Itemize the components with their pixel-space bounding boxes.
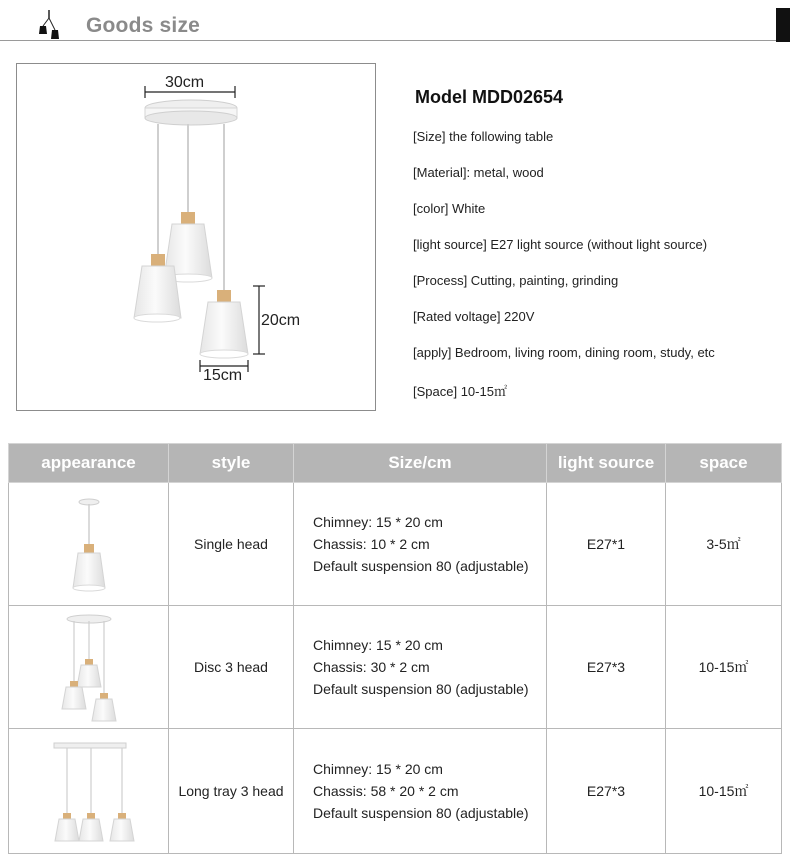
- header-style: style: [169, 444, 294, 483]
- size-suspension: Default suspension 80 (adjustable): [313, 805, 529, 821]
- header-space: space: [666, 444, 782, 483]
- width-dimension-label: 30cm: [165, 74, 205, 91]
- spec-process: [Process] Cutting, painting, grinding: [413, 273, 619, 288]
- single-head-lamp-image: [59, 494, 119, 594]
- style-cell: Long tray 3 head: [169, 729, 294, 854]
- pendant-lamp-icon: [36, 10, 62, 42]
- model-number: Model MDD02654: [415, 87, 564, 107]
- appearance-cell: [9, 729, 169, 854]
- light-source-cell: E27*1: [547, 483, 666, 606]
- size-cell: [294, 606, 547, 729]
- light-source-cell: E27*3: [547, 606, 666, 729]
- section-header: [0, 0, 790, 44]
- product-dimension-image: [16, 63, 376, 411]
- size-chimney: Chimney: 15 * 20 cm: [313, 761, 443, 777]
- size-cell: [294, 483, 547, 606]
- style-cell: Single head: [169, 483, 294, 606]
- shade-width-dimension-label: 15cm: [203, 367, 243, 384]
- table-row: [9, 729, 782, 854]
- space-cell: 3-5㎡: [666, 483, 782, 606]
- space-cell: 10-15㎡: [666, 606, 782, 729]
- style-cell: Disc 3 head: [169, 606, 294, 729]
- spec-color: [color] White: [413, 201, 486, 216]
- lamp-illustration: [17, 64, 375, 410]
- header-light-source: light source: [547, 444, 666, 483]
- table-header-row: [9, 444, 782, 483]
- table-row: [9, 606, 782, 729]
- spec-space: [Space] 10-15㎡: [413, 384, 507, 399]
- size-chassis: Chassis: 10 * 2 cm: [313, 536, 430, 552]
- header-size: Size/cm: [294, 444, 547, 483]
- size-chassis: Chassis: 58 * 20 * 2 cm: [313, 783, 459, 799]
- header-appearance: appearance: [9, 444, 169, 483]
- size-cell: [294, 729, 547, 854]
- appearance-cell: [9, 606, 169, 729]
- appearance-cell: [9, 483, 169, 606]
- disc-3-head-lamp-image: [49, 611, 129, 723]
- header-end-block: [776, 8, 790, 42]
- height-dimension-label: 20cm: [261, 312, 301, 329]
- spec-material: [Material]: metal, wood: [413, 165, 544, 180]
- size-suspension: Default suspension 80 (adjustable): [313, 681, 529, 697]
- size-table: [8, 443, 782, 854]
- size-suspension: Default suspension 80 (adjustable): [313, 558, 529, 574]
- size-chassis: Chassis: 30 * 2 cm: [313, 659, 430, 675]
- spec-light-source: [light source] E27 light source (without light source): [413, 237, 708, 252]
- spec-rated-voltage: [Rated voltage] 220V: [413, 309, 535, 324]
- size-chimney: Chimney: 15 * 20 cm: [313, 514, 443, 530]
- long-tray-3-head-lamp-image: [34, 737, 144, 845]
- header-divider: [0, 40, 778, 41]
- spec-apply: [apply] Bedroom, living room, dining room, study, etc: [413, 345, 715, 360]
- section-title: Goods size: [86, 14, 201, 37]
- size-chimney: Chimney: 15 * 20 cm: [313, 637, 443, 653]
- space-cell: 10-15㎡: [666, 729, 782, 854]
- table-row: [9, 483, 782, 606]
- light-source-cell: E27*3: [547, 729, 666, 854]
- spec-size: [Size] the following table: [413, 129, 554, 144]
